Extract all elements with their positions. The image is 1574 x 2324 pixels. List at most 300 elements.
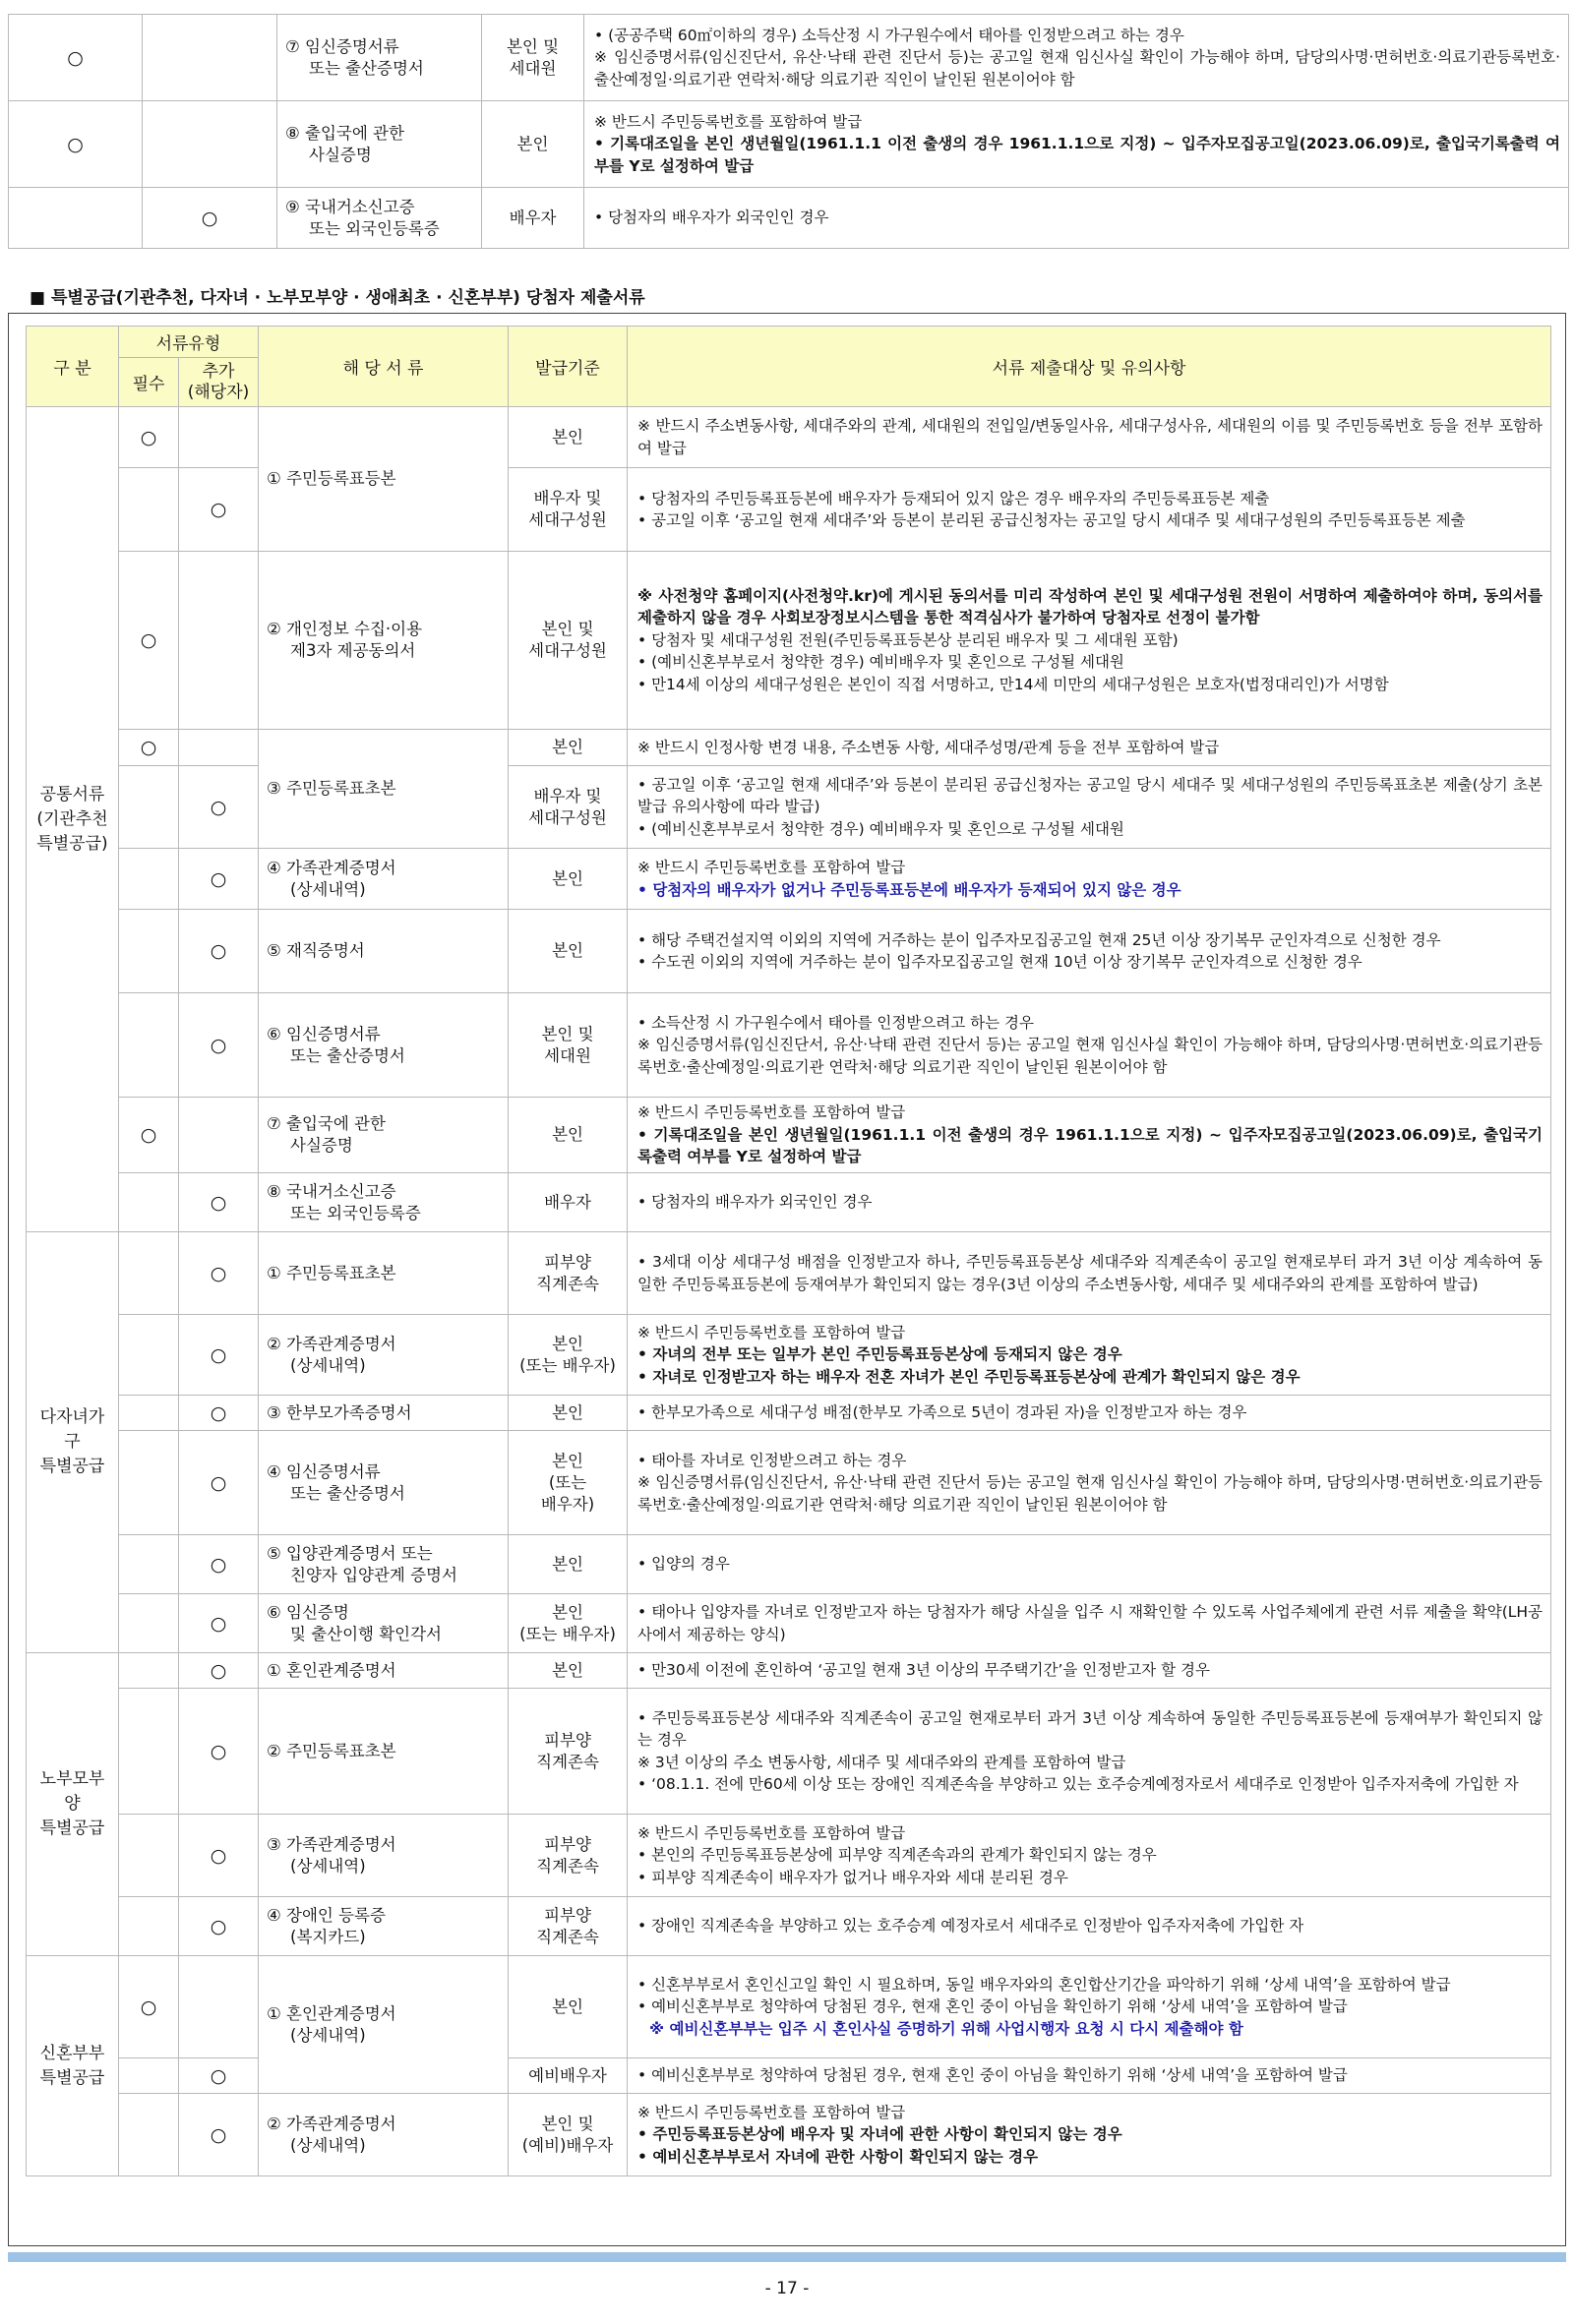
issue-basis (509, 1396, 628, 1431)
basis-line: 직계존속 (536, 1752, 599, 1771)
basis-line: 본인 (552, 427, 583, 447)
add-mark: ○ (179, 1815, 259, 1897)
basis-line: 본인 (552, 738, 583, 756)
basis-line: 직계존속 (536, 1927, 599, 1946)
header-group: 구 분 (27, 327, 119, 407)
note-line: • 주민등록표등본상에 배우자 및 자녀에 관한 사항이 확인되지 않는 경우 (637, 2125, 1122, 2144)
add-mark (179, 1956, 259, 2058)
req-mark (119, 1396, 179, 1431)
doc-name (259, 1689, 509, 1815)
notes-cell (628, 1173, 1551, 1232)
notes-cell (628, 2058, 1551, 2094)
basis-line: 배우자 (509, 208, 557, 227)
issue-basis (509, 1594, 628, 1653)
basis-line: (예비)배우자 (521, 2135, 614, 2155)
table-row (27, 2094, 1551, 2176)
note-line: ※ 반드시 주민등록번호를 포함하여 발급 (637, 1323, 906, 1341)
doc-line: 친양자 입양관계 증명서 (290, 1565, 457, 1584)
note-line: ※ 반드시 주민등록번호를 포함하여 발급 (637, 1823, 906, 1842)
req-mark (119, 1173, 179, 1232)
doc-name (259, 1315, 509, 1396)
doc-line: ① 주민등록표등본 (267, 469, 396, 488)
header-additional (179, 358, 259, 407)
issue-basis (509, 766, 628, 849)
notes-cell (628, 1431, 1551, 1535)
note-line: • 당첨자의 배우자가 없거나 주민등록표등본에 배우자가 등재되어 있지 않은 경우 (637, 880, 1181, 899)
basis-line: 피부양 (544, 1834, 591, 1854)
basis-line: 세대구성원 (528, 641, 607, 660)
doc-name (259, 993, 509, 1098)
add-mark (179, 1098, 259, 1173)
doc-name (277, 15, 482, 101)
add-mark: ○ (179, 849, 259, 910)
note-line: ※ 3년 이상의 주소 변동사항, 세대주 및 세대주와의 관계를 포함하여 발급 (637, 1753, 1126, 1771)
note-line: • 만14세 이상의 세대구성원은 본인이 직접 서명하고, 만14세 미만의 세대구성원은 보호자(법정대리인)가 서명함 (637, 675, 1389, 693)
group-elderly (27, 1653, 119, 1956)
doc-name (259, 1897, 509, 1956)
table-row (27, 849, 1551, 910)
group-newlywed (27, 1956, 119, 2176)
group-line: 다자녀가구 (39, 1407, 105, 1452)
basis-line: 본인 및 (506, 36, 560, 56)
add-mark: ○ (143, 188, 277, 249)
add-mark (179, 730, 259, 766)
basis-line: 본인 및 (541, 2114, 594, 2133)
doc-name (259, 730, 509, 849)
notes-cell (628, 407, 1551, 468)
doc-line: 또는 출산증명서 (309, 58, 424, 78)
basis-line: 세대구성원 (528, 510, 607, 529)
doc-line: (상세내역) (290, 2135, 366, 2155)
doc-name (259, 1173, 509, 1232)
note-line: • 기록대조일을 본인 생년월일(1961.1.1 이전 출생의 경우 1961.1.1으로 지정) ~ 입주자모집공고일(2023.06.09)로, 출입국기록출력 여부를 Y로 설정하여 발급 (637, 1125, 1544, 1166)
notes-cell (628, 1315, 1551, 1396)
note-line: • (공공주택 60㎡이하의 경우) 소득산정 시 가구원수에서 태아를 인정받으려고 하는 경우 (594, 26, 1184, 44)
basis-line: 본인 (516, 134, 549, 153)
req-mark (119, 1815, 179, 1897)
doc-name (277, 101, 482, 188)
doc-line: 사실증명 (309, 145, 372, 164)
basis-line: 본인 (552, 1451, 583, 1470)
main-table-frame (8, 313, 1566, 2246)
doc-line: 및 출산이행 확인각서 (290, 1624, 442, 1643)
req-mark (119, 1653, 179, 1689)
req-mark: ○ (119, 730, 179, 766)
table-row (27, 1535, 1551, 1594)
issue-basis (509, 407, 628, 468)
notes-cell (628, 1535, 1551, 1594)
note-line: ※ 반드시 주민등록번호를 포함하여 발급 (637, 859, 906, 877)
note-line: • 자녀의 전부 또는 일부가 본인 주민등록표등본상에 등재되지 않은 경우 (637, 1345, 1122, 1364)
req-mark: ○ (119, 552, 179, 730)
doc-name (259, 1431, 509, 1535)
notes-cell (628, 1653, 1551, 1689)
issue-basis (509, 1098, 628, 1173)
basis-line: (또는 배우자) (519, 1355, 616, 1375)
table-row (27, 1897, 1551, 1956)
note-line: • 태아를 자녀로 인정받으려고 하는 경우 (637, 1451, 907, 1469)
notes-cell (628, 1897, 1551, 1956)
doc-line: ③ 가족관계증명서 (267, 1834, 396, 1854)
table-row (27, 993, 1551, 1098)
doc-name (259, 1535, 509, 1594)
issue-basis (509, 730, 628, 766)
group-line: 신혼부부 (39, 2043, 105, 2063)
basis-line: 직계존속 (536, 1856, 599, 1876)
doc-line: (복지카드) (290, 1927, 366, 1946)
doc-line: ⑥ 임신증명서류 (267, 1024, 381, 1043)
issue-basis (482, 15, 584, 101)
req-mark (119, 2094, 179, 2176)
basis-line: 본인 (552, 868, 583, 888)
notes-cell (628, 1815, 1551, 1897)
note-line: • 장애인 직계존속을 부양하고 있는 호주승계 예정자로서 세대주로 인정받아 입주자저축에 가입한 자 (637, 1917, 1304, 1936)
note-line: • 본인의 주민등록표등본상에 피부양 직계존속과의 관계가 확인되지 않는 경우 (637, 1846, 1157, 1865)
table-row (27, 1232, 1551, 1315)
note-line: • 예비신혼부부로서 자녀에 관한 사항이 확인되지 않는 경우 (637, 2147, 1039, 2166)
notes-cell (628, 2094, 1551, 2176)
notes-cell (628, 1956, 1551, 2058)
add-mark: ○ (179, 1173, 259, 1232)
basis-line: 피부양 (544, 1730, 591, 1750)
notes-cell (628, 1232, 1551, 1315)
basis-line: (또는 (548, 1472, 587, 1492)
doc-line: ④ 가족관계증명서 (267, 858, 396, 877)
doc-line: (상세내역) (290, 1355, 366, 1375)
table-row (9, 101, 1569, 188)
req-mark (9, 188, 143, 249)
add-mark: ○ (179, 1535, 259, 1594)
submission-documents-table (26, 326, 1551, 2176)
group-line: 특별공급 (39, 1818, 105, 1838)
note-line: • 자녀로 인정받고자 하는 배우자 전혼 자녀가 본인 주민등록표등본상에 관계가 확인되지 않은 경우 (637, 1367, 1301, 1386)
note-line: • 3세대 이상 세대구성 배점을 인정받고자 하나, 주민등록표등본상 세대주와 직계존속이 공고일 현재로부터 과거 3년 이상 계속하여 동일한 주민등록표등본에 등재여부가 확인되지 않는 경우(3년 이상의 주소변동사항, 세대주 및 세대주와의 관계를 포함하여 발급) (637, 1253, 1544, 1293)
table-row (27, 1653, 1551, 1689)
header-documents: 해 당 서 류 (259, 327, 509, 407)
issue-basis (509, 552, 628, 730)
add-mark: ○ (179, 993, 259, 1098)
table-row (27, 910, 1551, 993)
req-mark (119, 910, 179, 993)
basis-line: (또는 배우자) (519, 1624, 616, 1643)
note-line: ※ 사전청약 홈페이지(사전청약.kr)에 게시된 동의서를 미리 작성하여 본인 및 세대구성원 전원이 서명하여 제출하여야 하며, 동의서를 제출하지 않을 경우 사회보장정보시스템을 통한 적격심사가 불가하여 당첨자로 선정이 불가함 (637, 586, 1544, 627)
header-notes: 서류 제출대상 및 유의사항 (628, 327, 1551, 407)
table-row (27, 1815, 1551, 1897)
issue-basis (509, 1315, 628, 1396)
notes-cell (628, 766, 1551, 849)
doc-line: ⑥ 임신증명 (267, 1602, 349, 1622)
table-row (27, 1098, 1551, 1173)
basis-line: 배우자 및 (533, 489, 602, 507)
issue-basis (509, 468, 628, 552)
doc-line: 또는 출산증명서 (290, 1483, 405, 1503)
note-line: • 소득산정 시 가구원수에서 태아를 인정받으려고 하는 경우 (637, 1013, 1035, 1032)
basis-line: 본인 및 (541, 620, 594, 638)
doc-line: ⑤ 입양관계증명서 또는 (267, 1543, 433, 1563)
table-row (27, 1594, 1551, 1653)
doc-name (259, 1815, 509, 1897)
req-mark: ○ (119, 407, 179, 468)
basis-line: 피부양 (544, 1252, 591, 1272)
group-line: 특별공급) (36, 833, 108, 854)
section-title: ■ 특별공급(기관추천, 다자녀 · 노부모부양 · 생애최초 · 신혼부부) 당첨자 제출서류 (30, 288, 645, 308)
header-additional-label: 추가 (202, 361, 235, 382)
header-required: 필수 (119, 358, 179, 407)
table-row (9, 15, 1569, 101)
basis-line: 세대원 (509, 58, 557, 78)
table-row (27, 552, 1551, 730)
doc-name (259, 1232, 509, 1315)
doc-line: ④ 장애인 등록증 (267, 1905, 386, 1925)
doc-line: (상세내역) (290, 2025, 366, 2045)
note-line: ※ 임신증명서류(임신진단서, 유산·낙태 관련 진단서 등)는 공고일 현재 임신사실 확인이 가능해야 하며, 담당의사명·면허번호·의료기관등록번호·출산예정일·의료기관 연락처·해당 의료기관 직인이 날인된 원본이어야 함 (594, 48, 1560, 89)
note-line: ※ 임신증명서류(임신진단서, 유산·낙태 관련 진단서 등)는 공고일 현재 임신사실 확인이 가능해야 하며, 담당의사명·면허번호·의료기관등록번호·출산예정일·의료기관 연락처·해당 의료기관 직인이 날인된 원본이어야 함 (637, 1036, 1544, 1076)
notes-cell (628, 1098, 1551, 1173)
issue-basis (509, 910, 628, 993)
group-line: 특별공급 (39, 1457, 105, 1476)
req-mark (119, 1232, 179, 1315)
req-mark (119, 766, 179, 849)
doc-name (259, 1396, 509, 1431)
note-line: ※ 반드시 주민등록번호를 포함하여 발급 (637, 1103, 906, 1122)
doc-line: ① 혼인관계증명서 (267, 1660, 396, 1680)
group-common (27, 407, 119, 1232)
doc-name (259, 552, 509, 730)
req-mark (119, 1431, 179, 1535)
notes-cell (628, 468, 1551, 552)
table-row (27, 1315, 1551, 1396)
table-row (27, 1173, 1551, 1232)
add-mark: ○ (179, 2058, 259, 2094)
issue-basis (509, 1689, 628, 1815)
issue-basis (509, 1431, 628, 1535)
issue-basis (509, 1535, 628, 1594)
doc-line: ③ 한부모가족증명서 (267, 1402, 412, 1422)
add-mark (179, 552, 259, 730)
doc-name (259, 849, 509, 910)
table-row (27, 766, 1551, 849)
basis-line: 직계존속 (536, 1274, 599, 1293)
doc-line: 또는 출산증명서 (290, 1045, 405, 1065)
notes-cell (628, 910, 1551, 993)
basis-line: 본인 (552, 1554, 583, 1574)
note-line: • 기록대조일을 본인 생년월일(1961.1.1 이전 출생의 경우 1961.1.1으로 지정) ~ 입주자모집공고일(2023.06.09)로, 출입국기록출력 여부를 Y로 설정하여 발급 (594, 135, 1560, 175)
note-line: • 공고일 이후 ‘공고일 현재 세대주’와 등본이 분리된 공급신청자는 공고일 당시 세대주 및 세대구성원의 주민등록표등본 제출 (637, 511, 1466, 529)
add-mark (143, 101, 277, 188)
note-line: • 태아나 입양자를 자녀로 인정받고자 하는 당첨자가 해당 사실을 입주 시 재확인할 수 있도록 사업주체에게 관련 서류 제출을 확약(LH공사에서 제공하는 양식) (637, 1603, 1544, 1643)
page-number: - 17 - (764, 2279, 810, 2298)
basis-line: 본인 (552, 1660, 583, 1680)
note-line: • 주민등록표등본상 세대주와 직계존속이 공고일 현재로부터 과거 3년 이상 계속하여 동일한 주민등록표등본에 등재여부가 확인되지 않는 경우 (637, 1708, 1544, 1750)
add-mark: ○ (179, 766, 259, 849)
basis-line: 본인 (552, 1334, 583, 1353)
issue-basis (509, 1815, 628, 1897)
notes-cell (584, 15, 1569, 101)
doc-name (259, 1594, 509, 1653)
req-mark (119, 993, 179, 1098)
req-mark: ○ (9, 15, 143, 101)
doc-line: 사실증명 (290, 1136, 353, 1155)
req-mark (119, 849, 179, 910)
basis-line: 본인 (552, 1125, 583, 1144)
doc-line: ④ 임신증명서류 (267, 1461, 381, 1481)
table-row (27, 1431, 1551, 1535)
note-line: • 피부양 직계존속이 배우자가 없거나 배우자와 세대 분리된 경우 (637, 1868, 1068, 1886)
group-line: (기관추천 (36, 808, 108, 829)
notes-cell (628, 993, 1551, 1098)
basis-line: 예비배우자 (528, 2065, 607, 2085)
add-mark (143, 15, 277, 101)
doc-line: ② 가족관계증명서 (267, 2114, 396, 2133)
doc-line: ⑧ 출입국에 관한 (285, 123, 404, 143)
notes-cell (628, 1689, 1551, 1815)
basis-line: 세대구성원 (528, 807, 607, 827)
basis-line: 본인 (552, 1602, 583, 1622)
req-mark: ○ (9, 101, 143, 188)
doc-line: 또는 외국인등록증 (290, 1203, 421, 1222)
table-row (27, 1689, 1551, 1815)
doc-line: ⑦ 임신증명서류 (285, 36, 399, 56)
issue-basis (509, 849, 628, 910)
doc-name (277, 188, 482, 249)
req-mark (119, 1689, 179, 1815)
note-line: • (예비신혼부부로서 청약한 경우) 예비배우자 및 혼인으로 구성될 세대원 (637, 819, 1124, 838)
doc-name (259, 1098, 509, 1173)
note-line: • (예비신혼부부로서 청약한 경우) 예비배우자 및 혼인으로 구성될 세대원 (637, 653, 1124, 672)
add-mark: ○ (179, 910, 259, 993)
basis-line: 배우자) (540, 1494, 595, 1514)
basis-line: 배우자 및 (533, 786, 602, 805)
issue-basis (482, 188, 584, 249)
header-doc-type: 서류유형 (119, 327, 259, 358)
note-line: • 만30세 이전에 혼인하여 ‘공고일 현재 3년 이상의 무주택기간’을 인정받고자 할 경우 (637, 1661, 1210, 1680)
doc-line: (상세내역) (290, 1856, 366, 1876)
doc-name (259, 910, 509, 993)
note-line: • 수도권 이외의 지역에 거주하는 분이 입주자모집공고일 현재 10년 이상 장기복무 군인자격으로 신청한 경우 (637, 953, 1362, 971)
group-multichild (27, 1232, 119, 1653)
notes-cell (628, 1594, 1551, 1653)
issue-basis (509, 1653, 628, 1689)
req-mark (119, 1897, 179, 1956)
add-mark: ○ (179, 468, 259, 552)
table-row (27, 1396, 1551, 1431)
req-mark (119, 468, 179, 552)
notes-cell (628, 730, 1551, 766)
note-line: • 입양의 경우 (637, 1555, 730, 1574)
doc-line: ⑦ 출입국에 관한 (267, 1114, 386, 1133)
req-mark (119, 1594, 179, 1653)
req-mark (119, 1315, 179, 1396)
note-line: ※ 임신증명서류(임신진단서, 유산·낙태 관련 진단서 등)는 공고일 현재 임신사실 확인이 가능해야 하며, 담당의사명·면허번호·의료기관등록번호·출산예정일·의료기관 연락처·해당 의료기관 직인이 날인된 원본이어야 함 (637, 1473, 1544, 1514)
note-line: • 해당 주택건설지역 이외의 지역에 거주하는 분이 입주자모집공고일 현재 25년 이상 장기복무 군인자격으로 신청한 경우 (637, 930, 1441, 949)
doc-line: ② 주민등록표초본 (267, 1741, 396, 1760)
note-line: • 공고일 이후 ‘공고일 현재 세대주’와 등본이 분리된 공급신청자는 공고일 당시 세대주 및 세대구성원의 주민등록표초본 제출(상기 초본 발급 유의사항에 따라 발급) (637, 775, 1544, 816)
doc-line: 또는 외국인등록증 (309, 218, 440, 238)
req-mark: ○ (119, 1956, 179, 2058)
add-mark: ○ (179, 1396, 259, 1431)
note-line: ※ 반드시 인정사항 변경 내용, 주소변동 사항, 세대주성명/관계 등을 전부 포함하여 발급 (637, 738, 1220, 756)
notes-cell (628, 552, 1551, 730)
basis-line: 배우자 (544, 1192, 591, 1212)
add-mark: ○ (179, 1431, 259, 1535)
note-line: ※ 예비신혼부부는 입주 시 혼인사실 증명하기 위해 사업시행자 요청 시 다시 제출해야 함 (649, 2019, 1243, 2038)
table-row (27, 730, 1551, 766)
table-row (9, 188, 1569, 249)
header-additional-sub: (해당자) (187, 382, 250, 402)
note-line: ※ 반드시 주민등록번호를 포함하여 발급 (637, 2103, 906, 2121)
issue-basis (509, 1232, 628, 1315)
issue-basis (509, 1897, 628, 1956)
doc-name (259, 2094, 509, 2176)
basis-line: 본인 (552, 1402, 583, 1422)
notes-cell (628, 1396, 1551, 1431)
notes-cell (628, 849, 1551, 910)
group-line: 특별공급 (39, 2067, 105, 2088)
group-line: 노부모부양 (39, 1769, 105, 1814)
doc-line: ① 혼인관계증명서 (267, 2003, 396, 2023)
basis-line: 본인 및 (541, 1024, 594, 1043)
note-line: • 한부모가족으로 세대구성 배점(한부모 가족으로 5년이 경과된 자)을 인정받고자 하는 경우 (637, 1403, 1247, 1422)
doc-line: ⑨ 국내거소신고증 (285, 197, 415, 216)
top-continuation-table (8, 14, 1569, 249)
doc-name (259, 1653, 509, 1689)
doc-name (259, 1956, 509, 2094)
doc-line: ⑤ 재직증명서 (267, 941, 365, 960)
footer-rule (8, 2252, 1566, 2262)
doc-line: 제3자 제공동의서 (290, 641, 416, 660)
issue-basis (509, 993, 628, 1098)
issue-basis (509, 1956, 628, 2058)
basis-line: 본인 (552, 941, 583, 960)
note-line: ※ 반드시 주소변동사항, 세대주와의 관계, 세대원의 전입일/변동일사유, 세대구성사유, 세대원의 이름 및 주민등록번호 등을 전부 포함하여 발급 (637, 417, 1544, 457)
add-mark: ○ (179, 1897, 259, 1956)
issue-basis (509, 1173, 628, 1232)
add-mark: ○ (179, 2094, 259, 2176)
doc-line: ① 주민등록표초본 (267, 1263, 396, 1282)
doc-name (259, 407, 509, 552)
header-row (27, 327, 1551, 358)
add-mark: ○ (179, 1594, 259, 1653)
req-mark (119, 1535, 179, 1594)
basis-line: 본인 (552, 1996, 583, 2016)
doc-line: ⑧ 국내거소신고증 (267, 1181, 396, 1201)
notes-cell (584, 101, 1569, 188)
doc-line: ② 개인정보 수집·이용 (267, 620, 423, 638)
issue-basis (509, 2058, 628, 2094)
issue-basis (509, 2094, 628, 2176)
note-line: • 당첨자의 주민등록표등본에 배우자가 등재되어 있지 않은 경우 배우자의 주민등록표등본 제출 (637, 489, 1270, 507)
table-row (27, 468, 1551, 552)
basis-line: 피부양 (544, 1905, 591, 1925)
add-mark: ○ (179, 1689, 259, 1815)
req-mark: ○ (119, 1098, 179, 1173)
add-mark: ○ (179, 1232, 259, 1315)
group-line: 공통서류 (39, 784, 105, 804)
note-line: • 예비신혼부부로 청약하여 당첨된 경우, 현재 혼인 중이 아님을 확인하기 위해 ‘상세 내역’을 포함하여 발급 (637, 1997, 1348, 2016)
req-mark (119, 2058, 179, 2094)
notes-cell (584, 188, 1569, 249)
doc-line: ② 가족관계증명서 (267, 1334, 396, 1353)
note-line: • 신혼부부로서 혼인신고일 확인 시 필요하며, 동일 배우자와의 혼인합산기간을 파악하기 위해 ‘상세 내역’을 포함하여 발급 (637, 1975, 1451, 1994)
add-mark (179, 407, 259, 468)
doc-line: ③ 주민등록표초본 (267, 779, 396, 798)
table-row (27, 407, 1551, 468)
note-line: • ‘08.1.1. 전에 만60세 이상 또는 장애인 직계존속을 부양하고 있는 호주승계예정자로서 세대주로 인정받아 입주자저축에 가입한 자 (637, 1774, 1519, 1793)
add-mark: ○ (179, 1653, 259, 1689)
note-line: • 당첨자의 배우자가 외국인인 경우 (637, 1193, 873, 1212)
add-mark: ○ (179, 1315, 259, 1396)
note-line: ※ 반드시 주민등록번호를 포함하여 발급 (594, 112, 863, 131)
